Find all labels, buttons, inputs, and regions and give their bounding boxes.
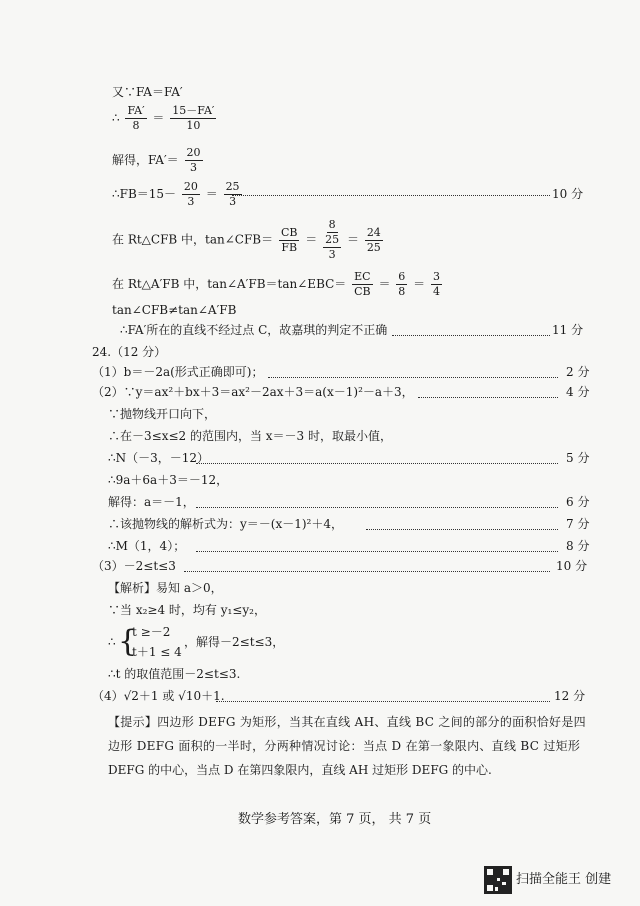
answer-line: ，解得－2≤t≤3， — [184, 635, 285, 649]
answer-part-4: （4）√2＋1 或 √10＋1. — [92, 689, 225, 703]
answer-line: ∵抛物线开口向下， — [108, 407, 217, 421]
answer-line: ∴M（1，4）； — [108, 539, 186, 553]
score-label: 12 分 — [554, 689, 586, 703]
line-conclusion: ∴FA′所在的直线不经过点 C，故嘉琪的判定不正确 — [120, 323, 388, 337]
fraction: $\frac{24}{25}$ — [366, 225, 381, 254]
watermark-text: 扫描全能王 创建 — [516, 872, 612, 887]
fraction: $\frac{8}{\frac{25}{3}}$ — [325, 218, 340, 261]
fraction: $\frac{3}{4}$ — [432, 270, 440, 298]
answer-line: ∴该抛物线的解析式为：y＝－(x－1)²＋4， — [108, 517, 343, 531]
dot-leader — [196, 550, 558, 552]
line-tan-neq: tan∠CFB≠tan∠A′FB — [112, 303, 237, 317]
line-given: 又∵FA＝FA′ — [112, 85, 183, 99]
fraction: $\frac{25}{3}$ — [225, 180, 240, 208]
score-label: 10 分 — [552, 187, 584, 201]
score-label: 10 分 — [556, 559, 588, 573]
answer-line: ∴在－3≤x≤2 的范围内，当 x＝－3 时，取最小值， — [108, 429, 392, 443]
score-label: 5 分 — [566, 451, 590, 465]
answer-line: 解得：a＝－1， — [108, 495, 195, 509]
dot-leader — [392, 334, 550, 336]
line-fb: ∴FB＝15－ $\frac{20}{3}$ ＝ $\frac{25}{3}$ — [112, 180, 240, 208]
inequality-top: t ≥－2 — [132, 625, 171, 639]
fraction: $\frac{CB}{FB}$ — [280, 225, 298, 254]
line-solve-fa: 解得，FA′＝ $\frac{20}{3}$ — [112, 146, 201, 174]
line-tan-cfb: 在 Rt△CFB 中，tan∠CFB＝ $\frac{CB}{FB}$ ＝ $\frac{8}{\frac{25}{3}}$ ＝ $\frac{24}{25}$ — [112, 218, 381, 261]
dot-leader — [196, 462, 558, 464]
answer-part-2: （2）∵y＝ax²＋bx＋3＝ax²－2ax＋3＝a(x－1)²－a＋3， — [92, 385, 414, 399]
score-label: 2 分 — [566, 365, 590, 379]
dot-leader — [418, 396, 558, 398]
dot-leader — [268, 376, 558, 378]
score-label: 4 分 — [566, 385, 590, 399]
inequality-bottom: t＋1 ≤ 4 — [132, 645, 182, 659]
hint-line: DEFG 的中心，当点 D 在第四象限内，直线 AH 过矩形 DEFG 的中心. — [108, 763, 492, 777]
dot-leader — [366, 528, 558, 530]
fraction: $\frac{FA'}{8}$ — [127, 104, 145, 132]
line-tan-afb: 在 Rt△A′FB 中，tan∠A′FB＝tan∠EBC＝ $\frac{EC}{CB}$ ＝ $\frac{6}{8}$ ＝ $\frac{3}{4}$ — [112, 270, 440, 298]
fraction: $\frac{15-FA'}{10}$ — [172, 104, 215, 132]
dot-leader — [184, 570, 550, 572]
score-label: 8 分 — [566, 539, 590, 553]
fraction: $\frac{20}{3}$ — [183, 180, 198, 208]
answer-part-1: （1）b＝－2a(形式正确即可)； — [92, 365, 264, 379]
dot-leader — [216, 700, 550, 702]
answer-line: ∵当 x₂≥4 时，均有 y₁≤y₂， — [108, 603, 266, 617]
answer-line: ∴t 的取值范围－2≤t≤3. — [108, 667, 241, 681]
fraction: $\frac{EC}{CB}$ — [354, 270, 371, 298]
line-proportion: ∴ $\frac{FA'}{8}$ ＝ $\frac{15-FA'}{10}$ — [112, 104, 215, 132]
dot-leader — [196, 506, 558, 508]
page-footer: 数学参考答案，第 7 页， 共 7 页 — [238, 812, 432, 827]
score-label: 7 分 — [566, 517, 590, 531]
answer-line: ∴N（－3，－12） — [108, 451, 210, 465]
dot-leader — [232, 194, 550, 196]
answer-line: 【解析】易知 a＞0， — [108, 581, 223, 595]
answer-part-3: （3）－2≤t≤3 — [92, 559, 176, 573]
hint-line: 边形 DEFG 面积的一半时，分两种情况讨论：当点 D 在第一象限内、直线 BC 过矩形 — [108, 739, 581, 753]
score-label: 11 分 — [552, 323, 584, 337]
answer-line: ∴ — [108, 635, 116, 649]
fraction: $\frac{6}{8}$ — [398, 270, 406, 298]
answer-line: ∴9a＋6a＋3＝－12， — [108, 473, 229, 487]
qr-code-icon — [484, 866, 512, 894]
question-heading: 24.（12 分） — [92, 345, 167, 359]
brace-symbol: { — [118, 624, 138, 659]
fraction: $\frac{20}{3}$ — [186, 146, 201, 174]
score-label: 6 分 — [566, 495, 590, 509]
hint-line: 【提示】四边形 DEFG 为矩形，当其在直线 AH、直线 BC 之间的部分的面积恰好是四 — [108, 715, 586, 729]
